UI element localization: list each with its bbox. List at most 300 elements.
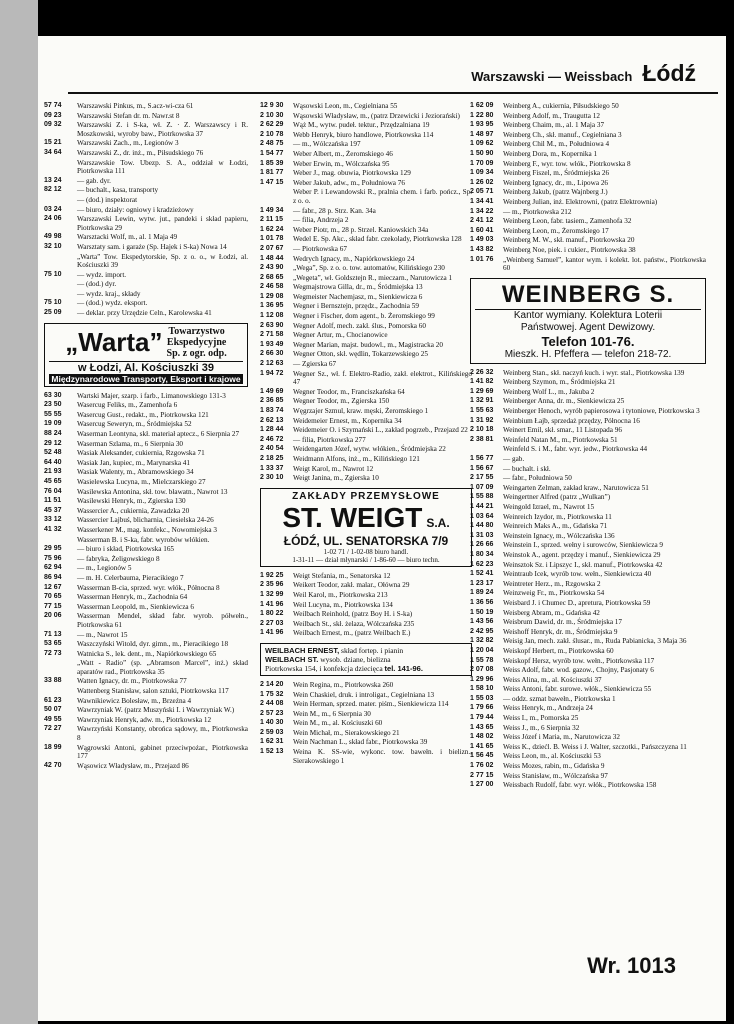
directory-entry: [44, 650, 248, 659]
entry-text: Weinstein I., sprzed. wełny i surowców, Sienkiewicza 9: [503, 541, 664, 550]
scan-margin: [0, 0, 38, 1024]
directory-entry: [260, 264, 472, 273]
weigt-advertisement: [260, 488, 472, 567]
entry-text: Wasercug Seweryn, m., Śródmiejska 52: [77, 420, 192, 429]
directory-entry: [260, 150, 472, 159]
directory-entry: [260, 620, 472, 629]
entry-text: Weiss Antoni, fabr. surowe. włók., Sienkiewicza 55: [503, 685, 652, 694]
weigt-phones-left: 1-02 71 / 1-02-08 biuro handl.: [323, 547, 409, 556]
directory-entry: [260, 397, 472, 406]
entry-text: Weinberg Adolf, m., Traugutta 12: [503, 111, 600, 120]
directory-entry: [44, 555, 248, 564]
entry-phone: 52 48: [44, 449, 62, 457]
directory-entry: [470, 131, 706, 140]
entry-text: Weinberg Ch., skł. manuf., Cegielniana 3: [503, 130, 622, 139]
directory-entry: [260, 581, 472, 590]
entry-phone: 1 20 04: [470, 646, 494, 654]
directory-entry: [44, 612, 248, 629]
directory-entry: [470, 417, 706, 426]
entry-text: Weisbard J. i Chumec D., apretura, Piotrkowska 59: [503, 598, 651, 607]
entry-phone: 2 68 65: [260, 273, 284, 281]
directory-entry: [44, 716, 248, 725]
entry-phone: 2 30 10: [260, 474, 284, 482]
entry-text: — (dod.) dyr.: [77, 280, 117, 289]
entry-phone: 1 79 66: [470, 704, 494, 712]
entry-phone: 11 51: [44, 497, 62, 505]
entry-text: Weinberg A., cukiernia, Piłsudskiego 50: [503, 102, 619, 110]
entry-phone: 55 55: [44, 410, 62, 418]
entry-text: Weinfeld S. i M., fabr. wyr. jedw., Piotrkowska 44: [503, 445, 648, 454]
directory-entry: [470, 503, 706, 512]
entry-phone: 1 33 37: [260, 464, 284, 472]
entry-text: Wąsowski Leon, m., Cegielniana 55: [293, 102, 398, 110]
directory-entry: [470, 140, 706, 149]
directory-entry: [470, 551, 706, 560]
entry-text: Warszawski Zach., m., Legionów 3: [77, 139, 179, 148]
entry-text: — Zgierska 67: [293, 360, 337, 369]
entry-phone: 1 55 03: [470, 694, 494, 702]
entry-text: Wąsowski Władysław, m., (patrz Drzewicki i Jeziorański): [293, 111, 460, 120]
directory-entry: [470, 102, 706, 111]
directory-entry: [44, 762, 248, 771]
entry-text: Wegner Adolf, mech. zakł. ślus., Pomorska 60: [293, 321, 426, 330]
entry-phone: 72 27: [44, 725, 62, 733]
directory-entry: [260, 436, 472, 445]
directory-entry: [44, 536, 248, 545]
entry-phone: 1 58 10: [470, 685, 494, 693]
directory-entry: [44, 430, 248, 439]
entry-phone: 29 95: [44, 545, 62, 553]
entry-text: „Wegeta”, wł. Goldsztejn R., mieczarn., Narutowicza 1: [293, 273, 453, 282]
entry-text: Wegner Marian, majst. budowl., m., Magistracka 20: [293, 340, 443, 349]
entry-phone: 13 24: [44, 176, 62, 184]
directory-entry: [44, 392, 248, 401]
entry-phone: 77 15: [44, 602, 62, 610]
entry-text: Wegner Teodor, m., Franciszkańska 64: [293, 387, 405, 396]
entry-text: Weikert Teodor, zakł. malar., Ołówna 29: [293, 581, 410, 590]
directory-entry: [470, 704, 706, 713]
directory-entry: [260, 226, 472, 235]
entry-phone: 42 70: [44, 761, 62, 769]
directory-entry: [44, 401, 248, 410]
entry-text: Weinberger Anna, dr. m., Sienkiewicza 25: [503, 397, 625, 406]
entry-text: Weber P. i Lewandowski R., pralnia chem. i farb. pończ., Sp. z o. o.: [293, 188, 472, 205]
entry-phone: 2 41 12: [470, 217, 494, 225]
entry-text: Wegner Sz., wł. f. Elektro-Radio, zakł. elektrot., Kilińskiego 47: [293, 369, 472, 387]
entry-text: Warszawski Stefan dr. m. Nawr.st 8: [77, 111, 180, 120]
directory-entry: [44, 271, 248, 280]
entry-text: Weinreich Maks A., m., Gdańska 71: [503, 522, 608, 531]
directory-entry: [470, 388, 706, 397]
entry-phone: 2 62 13: [260, 416, 284, 424]
entry-phone: 86 94: [44, 573, 62, 581]
entry-text: — m., Legionów 5: [77, 564, 132, 573]
directory-entry: [44, 420, 248, 429]
entries-col3-top: [470, 102, 706, 273]
entry-text: Wegner Artur, m., Chocianowice: [293, 331, 388, 340]
directory-entry: [44, 309, 248, 318]
entry-phone: 1 55 63: [470, 407, 494, 415]
entry-phone: 03 24: [44, 205, 62, 213]
directory-entry: [260, 131, 472, 140]
directory-entry: [260, 719, 472, 728]
entry-text: Wasilewski Henryk, m., Zgierska 130: [77, 497, 186, 506]
weilbach-r1a: WEILBACH ERNEST,: [265, 645, 340, 655]
entry-phone: 2 77 15: [470, 771, 494, 779]
entry-text: Wasilewska Antonina, skł. tow. bławatn., Nawrot 13: [77, 487, 228, 496]
directory-entry: [44, 744, 248, 761]
entry-phone: 57 74: [44, 102, 62, 109]
entry-phone: 49 55: [44, 715, 62, 723]
directory-entry: [44, 186, 248, 195]
directory-entry: [44, 507, 248, 516]
entry-phone: 2 36 85: [260, 397, 284, 405]
entry-phone: 2 66 30: [260, 350, 284, 358]
directory-entry: [260, 179, 472, 188]
entry-text: Weingarten Zelman, zakład kraw., Narutowicza 51: [503, 483, 649, 492]
entry-phone: 32 10: [44, 242, 62, 250]
entry-phone: 2 62 29: [260, 121, 284, 129]
entry-text: Weisbrum Dawid, dr. m., Śródmiejska 17: [503, 618, 622, 627]
entry-text: — filia, Andrzeja 2: [293, 216, 349, 225]
entry-text: Weiss Józef i Maria, m., Narutowicza 32: [503, 733, 620, 742]
entry-phone: 1 93 95: [470, 121, 494, 129]
directory-entry: [470, 369, 706, 378]
entry-phone: 33 88: [44, 677, 62, 685]
directory-entry: [470, 445, 706, 454]
entry-phone: 1 56 45: [470, 752, 494, 760]
directory-entry: [260, 681, 472, 690]
directory-entry: [260, 710, 472, 719]
entry-text: „Warta” Tow. Ekspedytorskie, Sp. z o. o., w Łodzi, al. Kościuszki 39: [77, 252, 248, 270]
directory-entry: [44, 206, 248, 215]
directory-entry: [470, 256, 706, 273]
entry-text: Wein Michał, m., Sierakowskiego 21: [293, 728, 400, 737]
entry-phone: 1 44 21: [470, 503, 494, 510]
entry-text: Wasercug Gust., redakt., m., Piotrkowska 121: [77, 410, 209, 419]
entry-text: Weiss J., m., 6 Sierpnia 32: [503, 723, 580, 732]
entry-phone: 1 94 72: [260, 369, 284, 377]
entry-phone: 2 46 72: [260, 435, 284, 443]
entry-text: Wein Regina, m., Piotrkowska 260: [293, 680, 394, 689]
entries-col1-top: [44, 102, 248, 318]
entry-phone: 1 80 34: [470, 550, 494, 558]
entry-phone: [470, 445, 503, 454]
directory-entry: [44, 290, 248, 299]
warta-advertisement: [44, 323, 248, 387]
entry-text: Weintraub Icek, wyrób tow. wełn., Sienkiewicza 40: [503, 570, 652, 579]
entry-phone: 1 32 82: [470, 637, 494, 645]
directory-entry: [44, 497, 248, 506]
directory-entry: [260, 370, 472, 387]
directory-entry: [260, 169, 472, 178]
warta-services: Międzynarodowe Transporty, Eksport i krajowe: [49, 374, 243, 384]
entry-phone: 2 63 90: [260, 321, 284, 329]
entry-text: Weber Albert, m., Żeromskiego 46: [293, 149, 393, 158]
entry-text: Wein M., m., 6 Sierpnia 30: [293, 709, 371, 718]
entry-phone: 34 64: [44, 148, 62, 156]
entry-text: Weilbach St., skł. żelaza, Wólczańska 235: [293, 619, 415, 628]
entry-phone: 1 48 97: [470, 130, 494, 138]
weigt-suffix: S.A.: [426, 515, 450, 530]
entry-text: Węgrzajer Szmul, kraw. męski, Żeromskiego 1: [293, 407, 429, 415]
directory-entry: [260, 388, 472, 397]
directory-entry: [44, 411, 248, 420]
entry-phone: 2 17 55: [470, 474, 494, 482]
entry-text: Weina K. SS-wie, wykonc. tow. bawełn. i bielizn., Sierakowskiego 1: [293, 748, 472, 765]
directory-entry: [260, 700, 472, 709]
entry-text: Weiss Henryk, m., Andrzeja 24: [503, 704, 593, 713]
entry-text: Weiss K., dziećl. B. Weiss i J. Walter, szczotki., Pańszczyzna 11: [503, 742, 687, 751]
entry-phone: 1 32 99: [260, 590, 284, 598]
entry-phone: 2 14 20: [260, 680, 284, 688]
entry-phone: 2 71 58: [260, 331, 284, 339]
entry-phone: [44, 280, 77, 289]
directory-entry: [260, 140, 472, 149]
directory-entry: [44, 243, 248, 252]
entry-text: — m. H. Celerbauma, Pieracikiego 7: [77, 573, 184, 582]
entry-phone: 1 60 41: [470, 226, 494, 234]
warta-line3: Sp. z ogr. odp.: [166, 347, 227, 359]
directory-entry: [44, 706, 248, 715]
entry-phone: 29 12: [44, 439, 62, 447]
directory-entry: [260, 102, 472, 111]
entry-text: Wągrowski Antoni, gabinet przeciwpożar., Piotrkowska 177: [77, 743, 248, 761]
entry-text: — m., Wólczańska 197: [293, 140, 361, 149]
entry-text: Watnicka S., lek. dent., m., Napiórkowskiego 65: [77, 649, 217, 658]
entry-phone: 2 40 54: [260, 445, 284, 453]
directory-entry: [470, 580, 706, 589]
entry-text: — (dod.) inspektorat: [77, 195, 138, 204]
entry-text: — (dod.) wydz. eksport.: [77, 299, 148, 308]
directory-entry: [470, 236, 706, 245]
directory-entry: [470, 246, 706, 255]
entry-text: — gab. dyr.: [77, 176, 111, 185]
entry-phone: [44, 290, 77, 299]
entry-text: Wein Herman, sprzed. mater. piśm., Sienkiewicza 114: [293, 700, 449, 709]
directory-entry: [470, 455, 706, 464]
entry-phone: 1 34 41: [470, 197, 494, 205]
directory-entry: [470, 695, 706, 704]
entries-col1-bottom: [44, 392, 248, 771]
entry-phone: 1 01 78: [260, 235, 284, 243]
directory-entry: [470, 637, 706, 646]
directory-entry: [260, 274, 472, 283]
entry-phone: 25 09: [44, 309, 62, 317]
warta-line1: Towarzystwo: [168, 325, 225, 337]
directory-entry: [470, 378, 706, 387]
directory-entry: [470, 474, 706, 483]
entry-phone: [260, 188, 293, 205]
entry-phone: 1 34 22: [470, 207, 494, 215]
entry-text: — biuro i skład, Piotrkowska 165: [77, 545, 175, 554]
entry-text: Wasercug Feliks, m., Zamenhofa 6: [77, 401, 178, 410]
entry-text: — wydz. import.: [77, 270, 127, 279]
entry-phone: [44, 687, 77, 696]
entry-phone: 2 05 71: [470, 188, 494, 196]
entry-text: Weinberg Leon, m., Żeromskiego 17: [503, 226, 609, 235]
entry-text: Wedel E. Sp. Akc., skład fabr. czekolady, Piotrkowska 128: [293, 235, 462, 244]
entry-phone: [44, 253, 77, 270]
entry-text: Wassercier A., cukiernia, Zawadzka 20: [77, 506, 190, 515]
column-2: [260, 102, 472, 766]
directory-entry: [470, 676, 706, 685]
entry-text: Weinberg Dora, m., Kopernika 1: [503, 149, 598, 158]
entries-col3-bottom: [470, 369, 706, 790]
entry-phone: 1 62 24: [260, 225, 284, 233]
directory-entry: [470, 513, 706, 522]
entry-phone: 1 56 77: [470, 455, 494, 463]
weilbach-r3b: i konfekcja dziecięca: [319, 663, 383, 673]
entry-phone: 1 28 44: [260, 426, 284, 434]
entry-text: Weiss I., m., Pomorska 25: [503, 714, 579, 723]
entry-phone: 1 32 91: [470, 397, 494, 405]
weigt-heading: ZAKŁADY PRZEMYSŁOWE: [292, 490, 440, 502]
warta-subtitle: [167, 326, 227, 359]
weinberg-line1: Kantor wymiany. Kolektura Loterii: [513, 309, 663, 321]
entry-text: Weinstein Ignacy, m., Wólczańska 136: [503, 531, 615, 540]
entry-text: Weilbach Reinhold, (patrz Boy H. i S-ka): [293, 610, 413, 619]
entry-text: Weissbach Rudolf, fabr. wyr. włók., Piotrkowska 158: [503, 781, 657, 790]
directory-entry: [260, 610, 472, 619]
entry-phone: 1 31 03: [470, 531, 494, 539]
entry-text: — m., Nawrot 15: [77, 630, 128, 639]
directory-entry: [470, 160, 706, 169]
directory-entry: [470, 762, 706, 771]
entry-phone: 1 48 02: [470, 733, 494, 741]
entry-text: Weber J., mag. obuwia, Piotrkowska 129: [293, 169, 411, 178]
entry-phone: 24 06: [44, 215, 62, 223]
entry-phone: 1 43 56: [470, 618, 494, 626]
entry-phone: 2 44 08: [260, 700, 284, 708]
directory-entry: [260, 160, 472, 169]
entry-phone: 45 65: [44, 478, 62, 485]
entry-phone: 1 48 44: [260, 254, 284, 262]
entry-text: „Wega”, Sp. z o. o. tow. automatów, Kilińskiego 230: [293, 264, 445, 273]
entries-col2-end: [260, 681, 472, 765]
entry-text: Weinbium Łajb, sprzedaż przędzy, Północna 16: [503, 416, 640, 425]
directory-entry: [260, 629, 472, 638]
entry-text: — buchalt., kasa, transporty: [77, 186, 159, 195]
directory-entry: [44, 112, 248, 121]
directory-entry: [260, 465, 472, 474]
entry-phone: 1 09 34: [470, 169, 494, 177]
directory-entry: [260, 188, 472, 205]
entry-phone: 1 29 69: [470, 387, 494, 395]
entry-phone: 12 67: [44, 583, 62, 591]
entry-text: Wegner Teodor, m., Zgierska 150: [293, 397, 390, 406]
directory-entry: [260, 302, 472, 311]
entry-phone: 2 35 96: [260, 581, 284, 589]
directory-page: [38, 36, 726, 1021]
directory-entry: [470, 532, 706, 541]
directory-entry: [44, 159, 248, 176]
entry-phone: 2 07 67: [260, 244, 284, 252]
weilbach-r3a: Piotrkowska 154,: [265, 663, 318, 673]
entry-text: Wein M., m., al. Kościuszki 60: [293, 719, 383, 728]
entry-phone: [44, 659, 77, 676]
entry-text: Wein Chaskiel, druk. i introligat., Cegielniana 13: [293, 690, 435, 699]
entry-phone: 09 32: [44, 121, 62, 129]
warta-name: „Warta”: [65, 326, 163, 357]
entry-text: Weigt Stefania, m., Senatorska 12: [293, 571, 391, 580]
entry-phone: 2 26 32: [470, 368, 494, 376]
entry-phone: 45 37: [44, 506, 62, 514]
entry-text: Weiskopf Herbert, m., Piotrkowska 60: [503, 646, 614, 655]
entry-phone: 1 03 64: [470, 512, 494, 520]
entry-phone: 15 21: [44, 139, 62, 147]
directory-entry: [44, 687, 248, 696]
entry-text: Wasiak Jan, kupiec, m., Marynarska 41: [77, 458, 190, 467]
directory-entry: [470, 493, 706, 502]
entry-text: Weisberg Abram, m., Gdańska 42: [503, 608, 600, 617]
directory-entry: [260, 293, 472, 302]
entry-text: Wasiak Walenty, m., Abramowskiego 34: [77, 468, 194, 477]
directory-entry: [260, 407, 472, 416]
entry-text: Weber Erwin, m., Wólczańska 95: [293, 159, 390, 168]
entry-phone: 2 27 03: [260, 619, 284, 627]
entry-phone: 1 55 88: [470, 493, 494, 501]
entry-phone: 2 12 63: [260, 360, 284, 368]
directory-entry: [470, 150, 706, 159]
weilbach-r2a: WEILBACH ST.: [265, 654, 319, 664]
entry-phone: 75 10: [44, 270, 62, 278]
directory-entry: [470, 112, 706, 121]
entry-text: Wasserman Henryk, m., Zachodnia 64: [77, 593, 188, 602]
entry-phone: 1 27 00: [470, 781, 494, 789]
entry-phone: 1 49 34: [260, 206, 284, 214]
entry-text: Weidengarten Józef, wytw. włókien., Śródmiejska 22: [293, 445, 446, 454]
directory-entry: [44, 697, 248, 706]
entry-phone: 1 75 32: [260, 690, 284, 698]
directory-entry: [470, 743, 706, 752]
entry-text: Wegmajstrowa Gilla, dr., m., Śródmiejska 13: [293, 283, 423, 292]
entry-text: Wawnikiewicz Bolesław, m., Brzeźna 4: [77, 696, 192, 705]
entry-text: Weber Piotr, m., 28 p. Strzel. Kaniowskich 34a: [293, 225, 429, 234]
entry-phone: 2 11 15: [260, 216, 283, 224]
entry-text: Weinberg Fiszel, m., Śródmiejska 26: [503, 169, 610, 178]
directory-entry: [470, 628, 706, 637]
entry-phone: 1 49 69: [260, 387, 284, 395]
entry-text: Weishoff Henryk, dr. m., Śródmiejska 9: [503, 627, 618, 636]
entry-phone: 1 50 19: [470, 608, 494, 616]
entry-text: Wartski Majer, szarp. i farb., Limanowskiego 131-3: [77, 391, 226, 400]
directory-entry: [260, 360, 472, 369]
entry-phone: 1 52 13: [260, 748, 284, 756]
entry-text: Weinberger Henoch, wyrób papierosowa i tytoniowe, Piotrkowska 3: [503, 407, 700, 416]
entry-phone: 53 65: [44, 640, 62, 648]
entry-text: Weber Jakub, adw., m., Południowa 76: [293, 178, 405, 187]
entry-text: Wasserman B-cia, sprzed. wyr. włók., Północna 8: [77, 583, 220, 592]
entry-text: Weinert Emil, skł. smar., 11 Listopada 96: [503, 426, 622, 435]
directory-entry: [470, 685, 706, 694]
entry-phone: [44, 196, 77, 205]
directory-entry: [470, 714, 706, 723]
entry-text: — m., Piotrkowska 212: [503, 207, 572, 216]
entry-phone: 1 85 39: [260, 159, 284, 167]
directory-entry: [470, 618, 706, 627]
entry-text: „Weinberg Samuel”, kantor wym. i kolekt. lot. państw., Piotrkowska 60: [503, 255, 706, 273]
entry-text: Weiss Alina, m., al. Kościuszki 37: [503, 675, 602, 684]
entry-text: — wydz. kraj., składy: [77, 289, 141, 298]
entry-phone: 1 41 82: [470, 378, 494, 386]
weilbach-r2b: wysob. dziane, bielizna: [320, 654, 391, 664]
entry-phone: 70 65: [44, 593, 62, 601]
directory-entry: [260, 341, 472, 350]
entry-phone: 1 09 62: [470, 140, 494, 148]
directory-entry: [260, 591, 472, 600]
directory-entry: [260, 331, 472, 340]
